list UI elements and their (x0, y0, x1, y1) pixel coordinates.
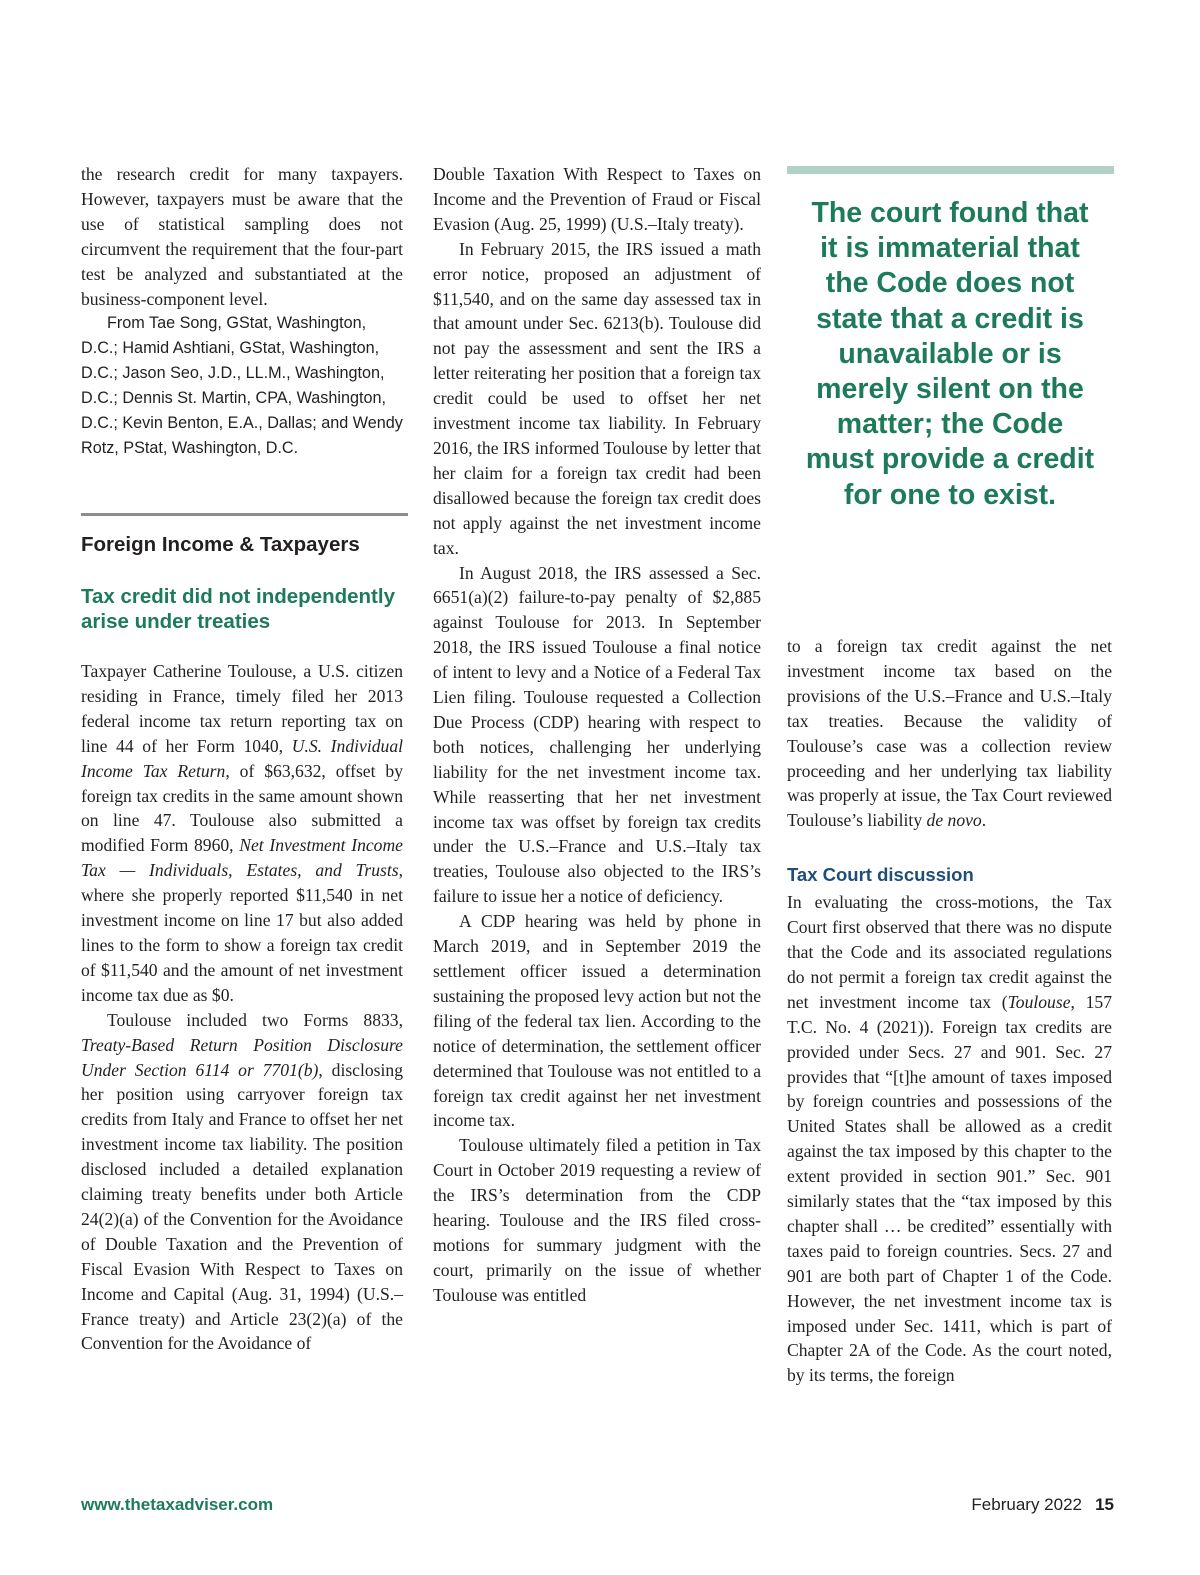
article-title: Tax credit did not independently arise under treaties (81, 585, 395, 633)
page-number: 15 (1095, 1495, 1114, 1514)
column-1-body (81, 659, 403, 1356)
footer-date: February 2022 (971, 1495, 1082, 1514)
body-paragraph: Double Taxation With Respect to Taxes on Income and the Prevention of Fraud or Fiscal Evasion (Aug. 25, 1999) (U.S.–Italy treaty). (433, 164, 761, 234)
column-3 (787, 634, 1112, 1388)
author-credit: From Tae Song, GStat, Washington, D.C.; Hamid Ashtiani, GStat, Washington, D.C.; Jason Seo, J.D., LL.M., Washington, D.C.; Dennis St. Martin, CPA, Washington, D.C.; Kevin Benton, E.A., Dallas; and Wendy Rotz, PStat, Washington, D.C. (81, 314, 403, 457)
section-divider (81, 513, 408, 516)
body-paragraph: A CDP hearing was held by phone in March 2019, and in September 2019 the settlement officer issued a determination sustaining the proposed levy action but not the filing of the federal tax lien. According to the notice of determination, the settlement officer determined that Toulouse was not entitled to a foreign tax credit against her net investment income tax. (433, 911, 761, 1131)
section-title: Foreign Income & Taxpayers (81, 533, 360, 556)
body-paragraph: In August 2018, the IRS assessed a Sec. 6651(a)(2) failure-to-pay penalty of $2,885 against Toulouse for 2013. In September 2018, the IRS issued Toulouse a final notice of intent to levy and a Notice of a Federal Tax Lien filing. Toulouse requested a Collection Due Process (CDP) hearing with respect to both notices, challenging her underlying liability for the net investment income tax. While reasserting that her net investment income tax was offset by foreign tax credits under the U.S.–France and U.S.–Italy tax treaties, Toulouse also objected to the IRS’s failure to issue her a notice of deficiency. (433, 562, 761, 907)
footer-website-link[interactable]: www.thetaxadviser.com (81, 1495, 274, 1514)
body-paragraph: Toulouse included two Forms 8833, Treaty-Based Return Position Disclosure Under Section 6114 or 7701(b), disclosing her position using carryover foreign tax credits from Italy and France to offset her net investment income tax liability. The position disclosed included a detailed explanation claiming treaty benefits under both Article 24(2)(a) of the Convention for the Avoidance of Double Taxation and the Prevention of Fiscal Evasion With Respect to Taxes on Income and Capital (Aug. 31, 1994) (U.S.–France treaty) and Article 23(2)(a) of the Convention for the Avoidance of (81, 1009, 403, 1354)
body-paragraph: In February 2015, the IRS issued a math error notice, proposed an adjustment of $11,540, and on the same day assessed tax in that amount under Sec. 6213(b). Toulouse did not pay the assessment and sent the IRS a letter reiterating her position that a foreign tax credit could be used to offset her net investment income tax liability. In February 2016, the IRS informed Toulouse by letter that her claim for a foreign tax credit had been disallowed because the foreign tax credit does not apply against the net investment income tax. (433, 238, 761, 558)
body-paragraph: Toulouse ultimately filed a petition in Tax Court in October 2019 requesting a review of the IRS’s determination from the CDP hearing. Toulouse and the IRS filed cross-motions for summary judgment with the court, primarily on the issue of whether Toulouse was entitled (433, 1135, 761, 1305)
intro-paragraph: the research credit for many taxpayers. However, taxpayers must be aware that the use of statistical sampling does not circumvent the requirement that the four-part test be analyzed and substantiated at the business-component level. (81, 164, 403, 309)
body-paragraph: Taxpayer Catherine Toulouse, a U.S. citizen residing in France, timely filed her 2013 federal income tax return reporting tax on line 44 of her Form 1040, U.S. Individual Income Tax Return, of $63,632, offset by foreign tax credits in the same amount shown on line 47. Toulouse also submitted a modified Form 8960, Net Investment Income Tax — Individuals, Estates, and Trusts, where she properly reported $11,540 in net investment income on line 17 but also added lines to the form to show a foreign tax credit of $11,540 and the amount of net investment income tax due as $0. (81, 661, 404, 1005)
pull-quote: The court found that it is immaterial that the Code does not state that a credit is unavailable or is merely silent on the matter; the Code must provide a credit for one to exist. (805, 197, 1095, 511)
body-paragraph: to a foreign tax credit against the net investment income tax based on the provisions of the U.S.–France and U.S.–Italy tax treaties. Because the validity of Toulouse’s case was a collection review proceeding and her underlying tax liability was properly at issue, the Tax Court reviewed Toulouse’s liability de novo. (787, 636, 1112, 831)
column-2 (433, 162, 761, 1308)
subsection-title: Tax Court discussion (787, 864, 974, 886)
column-1-top (81, 162, 403, 461)
body-paragraph: In evaluating the cross-motions, the Tax Court first observed that there was no dispute that the Code and its associated regulations do not permit a foreign tax credit against the net investment income tax (Toulouse, 157 T.C. No. 4 (2021)). Foreign tax credits are provided under Secs. 27 and 901. Sec. 27 provides that “[t]he amount of taxes imposed by foreign countries and possessions of the United States shall be allowed as a credit against the tax imposed by this chapter to the extent provided in section 901.” Sec. 901 similarly states that the “tax imposed by this chapter shall … be credited” essentially with taxes paid to foreign countries. Secs. 27 and 901 are both part of Chapter 1 of the Code. However, the net investment income tax is imposed under Sec. 1411, which is part of Chapter 2A of the Code. As the court noted, by its terms, the foreign (787, 892, 1112, 1386)
pullquote-rule (787, 166, 1114, 174)
